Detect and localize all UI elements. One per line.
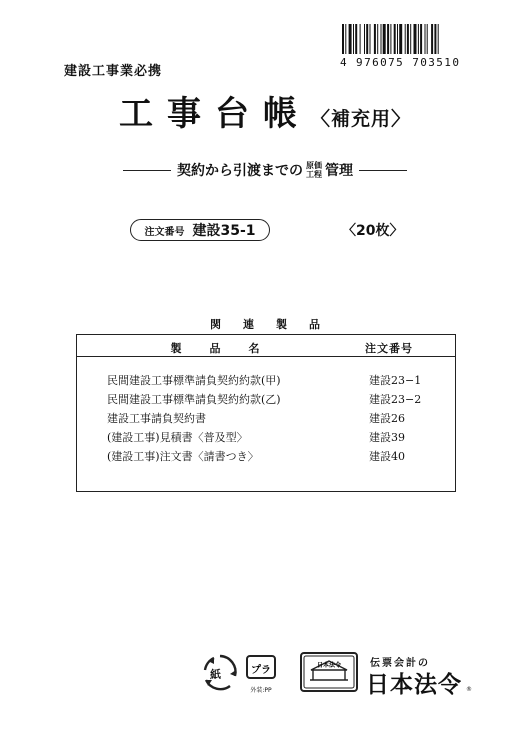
barcode-bar [349, 24, 352, 54]
paper-recycle-icon [200, 652, 240, 696]
plastic-mark-text: プラ [251, 665, 271, 676]
table-row [77, 448, 455, 467]
related-products-table [76, 334, 456, 492]
barcode-bar [414, 24, 417, 54]
subtitle-stack-bottom: 工程 [306, 170, 322, 179]
subtitle-rule-right [359, 170, 407, 171]
barcode-bar [360, 24, 361, 54]
company-seal-icon [300, 652, 358, 692]
brand-logo [300, 652, 470, 696]
brand-tagline: 伝票会計の [370, 658, 430, 669]
barcode-bar [345, 24, 346, 54]
barcode-bar [425, 24, 426, 54]
barcode-bar [407, 24, 409, 54]
barcode-bar [387, 24, 389, 54]
table-header [77, 335, 455, 357]
plastic-note: 外装:PP [250, 687, 272, 694]
page-title: 工事台帳 [118, 94, 311, 134]
order-number-value: 建設35-1 [192, 223, 256, 239]
barcode-bar [342, 24, 344, 54]
barcode-bar [431, 24, 433, 54]
barcode-bar [434, 24, 436, 54]
barcode-bar [397, 24, 398, 54]
title-suffix: 〈補充用〉 [310, 108, 411, 130]
related-products-heading: 関連製品 [210, 318, 342, 331]
barcode-bar [374, 24, 376, 54]
barcode-bar [370, 24, 371, 54]
barcode-bar [364, 24, 365, 54]
column-header-code: 注文番号 [365, 342, 413, 355]
seal-text: 日本法令 [316, 662, 342, 669]
barcode-bar [355, 24, 357, 54]
barcode-bar [427, 24, 428, 54]
barcode-bar [420, 24, 422, 54]
product-code: 建設39 [369, 431, 405, 444]
order-number-label: 注文番号 [144, 226, 185, 238]
barcode-bar [377, 24, 378, 54]
column-header-name: 製品名 [170, 342, 288, 355]
product-name: 建設工事請負契約書 [107, 412, 206, 425]
subtitle [0, 160, 530, 180]
barcode-bar [410, 24, 411, 54]
table-row [77, 429, 455, 448]
subtitle-text-before: 契約から引渡までの [177, 163, 303, 179]
tagline: 建設工事業必携 [64, 64, 163, 79]
subtitle-rule-left [123, 170, 171, 171]
plastic-recycle-icon [244, 652, 278, 696]
product-code: 建設23−2 [369, 393, 422, 406]
barcode-number: 4 976075 703510 [340, 56, 461, 69]
order-number-badge [130, 219, 270, 241]
barcode [340, 24, 490, 69]
plastic-mark-frame-icon [244, 652, 278, 684]
barcode-bars [340, 24, 490, 54]
registered-mark: ® [466, 686, 472, 693]
product-name: (建設工事)見積書〈普及型〉 [107, 431, 248, 444]
brand-name: 日本法令 [366, 671, 462, 698]
subtitle-stack-top: 原価 [306, 161, 322, 170]
barcode-bar [366, 24, 368, 54]
product-name: (建設工事)注文書〈請書つき〉 [107, 450, 259, 463]
barcode-bar [399, 24, 402, 54]
barcode-bar [381, 24, 382, 54]
product-name: 民間建設工事標準請負契約約款(乙) [107, 393, 281, 406]
product-code: 建設23−1 [369, 374, 422, 387]
product-code: 建設40 [369, 450, 405, 463]
product-code: 建設26 [369, 412, 405, 425]
barcode-bar [405, 24, 406, 54]
table-body [77, 372, 455, 467]
table-row [77, 410, 455, 429]
table-row [77, 372, 455, 391]
recycle-label: 紙 [210, 668, 221, 681]
table-row [77, 391, 455, 410]
subtitle-text-after: 管理 [325, 163, 353, 179]
subtitle-stack [306, 161, 322, 179]
barcode-bar [390, 24, 391, 54]
title-row [0, 86, 530, 135]
barcode-bar [353, 24, 354, 54]
sheet-count: 〈20枚〉 [342, 223, 404, 239]
product-name: 民間建設工事標準請負契約約款(甲) [107, 374, 281, 387]
barcode-bar [418, 24, 419, 54]
barcode-bar [394, 24, 396, 54]
barcode-bar [438, 24, 439, 54]
barcode-bar [383, 24, 386, 54]
